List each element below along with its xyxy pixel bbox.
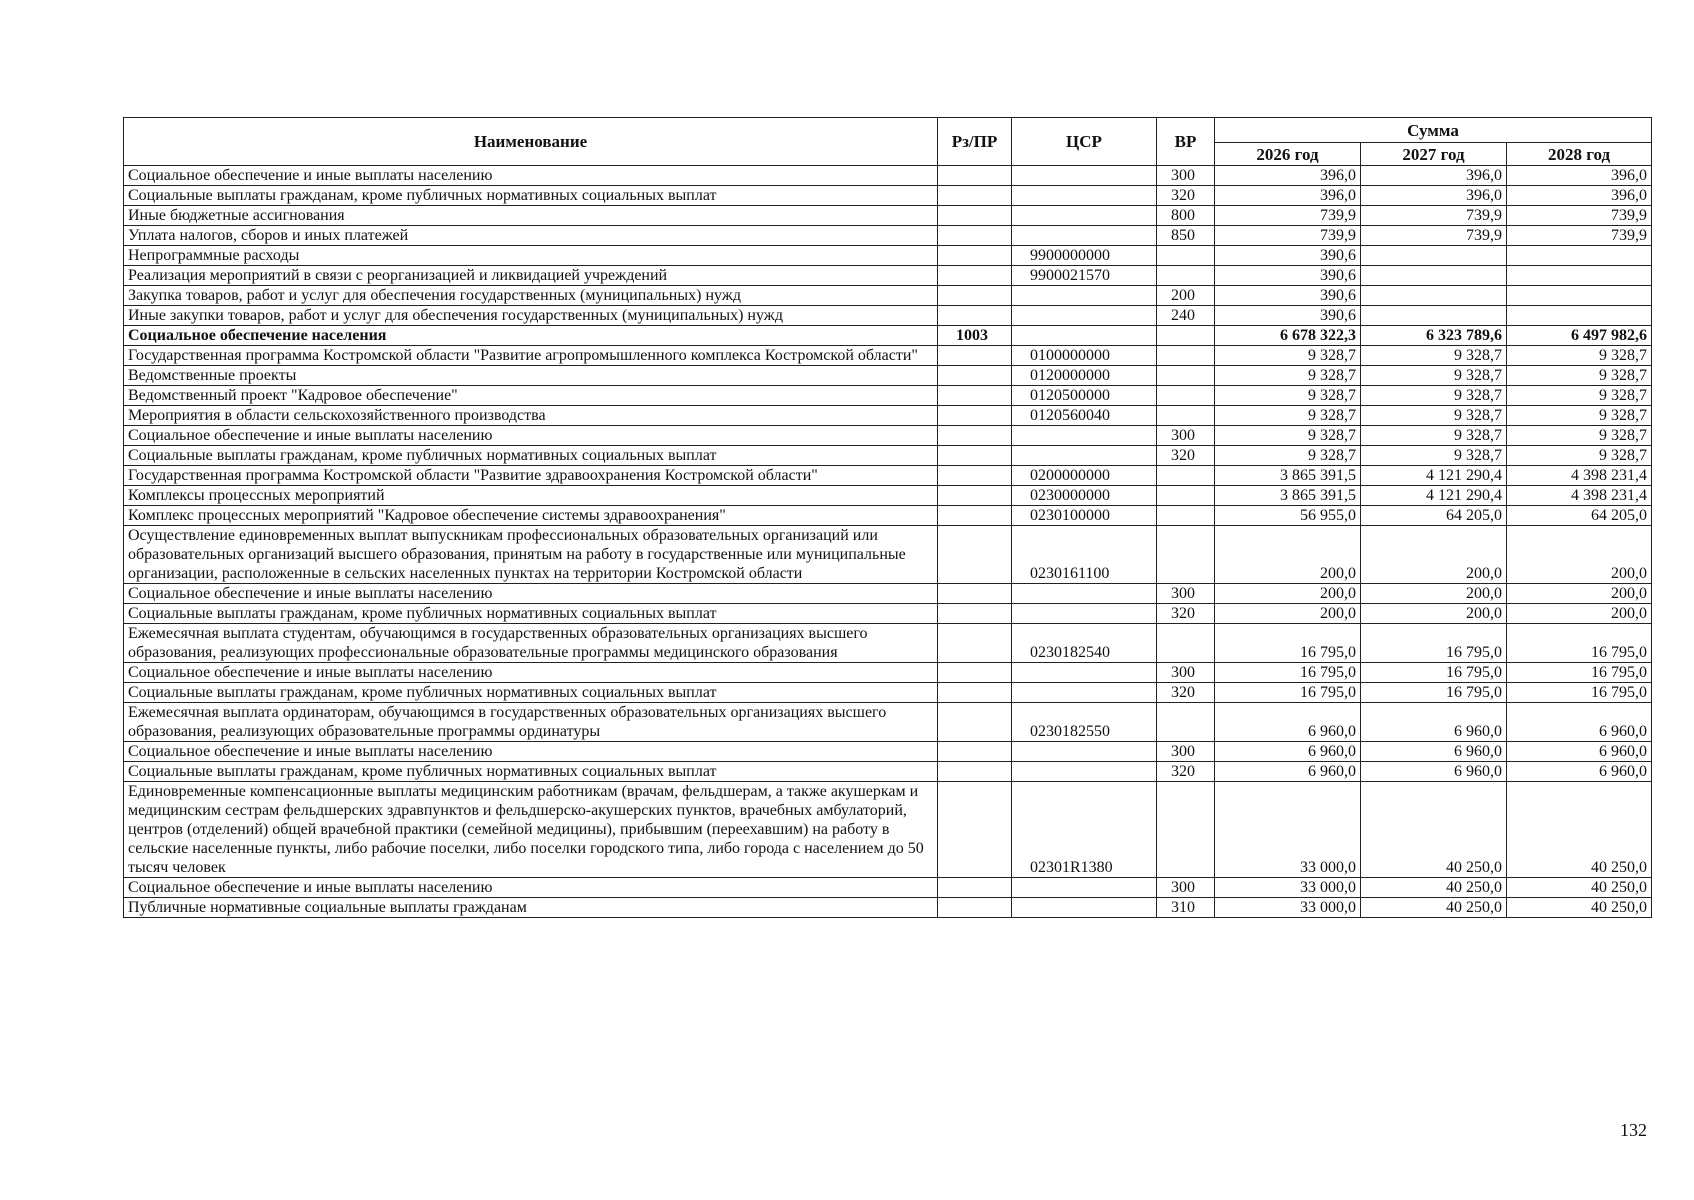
cell-name: Социальные выплаты гражданам, кроме публичных нормативных социальных выплат [124,446,938,466]
cell-2028: 4 398 231,4 [1507,486,1652,506]
cell-rzpr [938,266,1012,286]
cell-vr [1157,624,1215,663]
cell-2026: 3 865 391,5 [1215,466,1361,486]
cell-rzpr [938,742,1012,762]
cell-csr [1012,446,1157,466]
cell-csr: 9900021570 [1012,266,1157,286]
cell-csr: 02301R1380 [1012,782,1157,878]
table-row [124,406,1652,426]
cell-csr: 0120560040 [1012,406,1157,426]
cell-rzpr [938,703,1012,742]
cell-2028: 396,0 [1507,166,1652,186]
cell-2027: 4 121 290,4 [1361,486,1507,506]
cell-vr: 320 [1157,762,1215,782]
cell-rzpr [938,286,1012,306]
header-name: Наименование [124,118,938,166]
cell-csr [1012,683,1157,703]
cell-name: Закупка товаров, работ и услуг для обеспечения государственных (муниципальных) нужд [124,286,938,306]
cell-csr: 0230182550 [1012,703,1157,742]
cell-2027: 200,0 [1361,526,1507,584]
table-row [124,486,1652,506]
cell-name: Комплексы процессных мероприятий [124,486,938,506]
cell-2026: 6 960,0 [1215,703,1361,742]
header-2027: 2027 год [1361,143,1507,166]
cell-2027: 6 960,0 [1361,762,1507,782]
cell-2028: 6 960,0 [1507,742,1652,762]
cell-2028: 9 328,7 [1507,366,1652,386]
cell-2026: 9 328,7 [1215,446,1361,466]
cell-csr: 0230000000 [1012,486,1157,506]
cell-rzpr [938,584,1012,604]
table-row [124,266,1652,286]
cell-2027: 9 328,7 [1361,346,1507,366]
cell-rzpr [938,486,1012,506]
cell-2026: 16 795,0 [1215,683,1361,703]
table-row [124,366,1652,386]
cell-vr [1157,466,1215,486]
cell-csr [1012,326,1157,346]
table-row [124,624,1652,663]
cell-vr: 300 [1157,742,1215,762]
cell-rzpr [938,426,1012,446]
table-row [124,526,1652,584]
table-row [124,246,1652,266]
cell-2028: 4 398 231,4 [1507,466,1652,486]
header-row-1 [124,118,1652,143]
cell-rzpr [938,898,1012,918]
cell-2028: 396,0 [1507,186,1652,206]
cell-name: Социальные выплаты гражданам, кроме публичных нормативных социальных выплат [124,604,938,624]
cell-name: Социальное обеспечение и иные выплаты населению [124,426,938,446]
cell-2026: 3 865 391,5 [1215,486,1361,506]
cell-2027: 200,0 [1361,604,1507,624]
header-rzpr: Рз/ПР [938,118,1012,166]
cell-vr: 320 [1157,446,1215,466]
cell-2026: 9 328,7 [1215,386,1361,406]
cell-2027: 396,0 [1361,186,1507,206]
cell-rzpr [938,186,1012,206]
cell-2026: 390,6 [1215,306,1361,326]
table-row [124,762,1652,782]
cell-vr [1157,366,1215,386]
cell-name: Единовременные компенсационные выплаты медицинским работникам (врачам, фельдшерам, а также акушеркам и медицинским сестрам фельдшерских здравпунктов и фельдшерско-акушерских пунктов, врачебных амбулаторий, центров (отделений) общей врачебной практики (семейной медицины), прибывшим (переехавшим) на работу в сельские населенные пункты, либо рабочие поселки, либо поселки городского типа, либо города с населением до 50 тысяч человек [124,782,938,878]
cell-csr: 0100000000 [1012,346,1157,366]
cell-2027 [1361,266,1507,286]
cell-2027: 64 205,0 [1361,506,1507,526]
table-row [124,206,1652,226]
cell-2026: 200,0 [1215,584,1361,604]
cell-2028 [1507,286,1652,306]
cell-vr: 320 [1157,186,1215,206]
cell-vr [1157,486,1215,506]
cell-csr [1012,762,1157,782]
cell-2027 [1361,286,1507,306]
cell-2027: 6 323 789,6 [1361,326,1507,346]
header-csr: ЦСР [1012,118,1157,166]
cell-2028 [1507,306,1652,326]
cell-2026: 33 000,0 [1215,878,1361,898]
cell-rzpr [938,878,1012,898]
cell-2027: 9 328,7 [1361,386,1507,406]
table-row [124,346,1652,366]
cell-vr: 300 [1157,166,1215,186]
cell-csr [1012,878,1157,898]
cell-vr [1157,326,1215,346]
cell-vr: 300 [1157,878,1215,898]
cell-2028: 64 205,0 [1507,506,1652,526]
cell-csr [1012,286,1157,306]
cell-rzpr [938,166,1012,186]
cell-name: Социальные выплаты гражданам, кроме публичных нормативных социальных выплат [124,186,938,206]
cell-2028: 40 250,0 [1507,878,1652,898]
cell-2028: 9 328,7 [1507,426,1652,446]
cell-2026: 390,6 [1215,246,1361,266]
cell-vr: 320 [1157,683,1215,703]
cell-2026: 9 328,7 [1215,406,1361,426]
cell-vr [1157,406,1215,426]
cell-csr [1012,584,1157,604]
cell-vr: 300 [1157,584,1215,604]
cell-name: Социальное обеспечение и иные выплаты населению [124,584,938,604]
cell-rzpr: 1003 [938,326,1012,346]
cell-vr: 300 [1157,663,1215,683]
cell-vr [1157,266,1215,286]
cell-csr [1012,604,1157,624]
cell-2026: 6 678 322,3 [1215,326,1361,346]
table-row [124,326,1652,346]
cell-name: Мероприятия в области сельскохозяйственного производства [124,406,938,426]
table-row [124,663,1652,683]
cell-name: Непрограммные расходы [124,246,938,266]
cell-csr [1012,663,1157,683]
cell-2026: 6 960,0 [1215,762,1361,782]
cell-2027: 40 250,0 [1361,878,1507,898]
cell-2027: 396,0 [1361,166,1507,186]
cell-csr [1012,226,1157,246]
cell-name: Уплата налогов, сборов и иных платежей [124,226,938,246]
cell-2027: 16 795,0 [1361,624,1507,663]
table-row [124,604,1652,624]
cell-rzpr [938,306,1012,326]
cell-2028: 739,9 [1507,226,1652,246]
cell-2027: 9 328,7 [1361,366,1507,386]
cell-2028: 6 497 982,6 [1507,326,1652,346]
cell-2028: 16 795,0 [1507,683,1652,703]
header-sum: Сумма [1215,118,1652,143]
table-row [124,898,1652,918]
cell-2026: 6 960,0 [1215,742,1361,762]
cell-2028: 16 795,0 [1507,663,1652,683]
cell-csr [1012,742,1157,762]
cell-vr: 300 [1157,426,1215,446]
cell-2026: 390,6 [1215,286,1361,306]
table-row [124,703,1652,742]
cell-vr [1157,246,1215,266]
cell-csr: 0200000000 [1012,466,1157,486]
cell-csr: 0120000000 [1012,366,1157,386]
cell-vr [1157,703,1215,742]
table-row [124,426,1652,446]
cell-2026: 9 328,7 [1215,366,1361,386]
cell-vr [1157,782,1215,878]
cell-vr: 200 [1157,286,1215,306]
cell-rzpr [938,762,1012,782]
cell-name: Социальные выплаты гражданам, кроме публичных нормативных социальных выплат [124,762,938,782]
table-row [124,226,1652,246]
cell-2027: 6 960,0 [1361,742,1507,762]
cell-2026: 739,9 [1215,226,1361,246]
cell-2026: 396,0 [1215,166,1361,186]
cell-rzpr [938,366,1012,386]
cell-2027: 16 795,0 [1361,663,1507,683]
cell-csr [1012,166,1157,186]
table-row [124,742,1652,762]
cell-name: Социальные выплаты гражданам, кроме публичных нормативных социальных выплат [124,683,938,703]
cell-vr [1157,526,1215,584]
cell-2026: 9 328,7 [1215,426,1361,446]
cell-rzpr [938,663,1012,683]
cell-2026: 200,0 [1215,526,1361,584]
cell-2028: 16 795,0 [1507,624,1652,663]
cell-2028: 9 328,7 [1507,446,1652,466]
budget-table [123,117,1652,918]
table-row [124,166,1652,186]
cell-2028: 200,0 [1507,584,1652,604]
cell-2026: 33 000,0 [1215,782,1361,878]
cell-name: Публичные нормативные социальные выплаты гражданам [124,898,938,918]
table-row [124,446,1652,466]
cell-rzpr [938,604,1012,624]
cell-rzpr [938,226,1012,246]
cell-2026: 33 000,0 [1215,898,1361,918]
cell-vr: 310 [1157,898,1215,918]
table-row [124,878,1652,898]
cell-rzpr [938,624,1012,663]
cell-2027: 40 250,0 [1361,782,1507,878]
cell-name: Ведомственные проекты [124,366,938,386]
cell-2028 [1507,246,1652,266]
cell-csr: 0230161100 [1012,526,1157,584]
cell-2027: 16 795,0 [1361,683,1507,703]
cell-2027: 4 121 290,4 [1361,466,1507,486]
cell-name: Иные закупки товаров, работ и услуг для обеспечения государственных (муниципальных) нужд [124,306,938,326]
cell-2028: 40 250,0 [1507,782,1652,878]
cell-2027 [1361,306,1507,326]
cell-2028: 200,0 [1507,526,1652,584]
cell-2028: 9 328,7 [1507,346,1652,366]
cell-2028: 40 250,0 [1507,898,1652,918]
cell-2028: 9 328,7 [1507,406,1652,426]
header-2028: 2028 год [1507,143,1652,166]
cell-name: Комплекс процессных мероприятий "Кадровое обеспечение системы здравоохранения" [124,506,938,526]
cell-name: Реализация мероприятий в связи с реорганизацией и ликвидацией учреждений [124,266,938,286]
cell-name: Социальное обеспечение населения [124,326,938,346]
cell-2026: 200,0 [1215,604,1361,624]
cell-2028: 6 960,0 [1507,703,1652,742]
cell-rzpr [938,406,1012,426]
cell-rzpr [938,683,1012,703]
cell-name: Ежемесячная выплата студентам, обучающимся в государственных образовательных организациях высшего образования, реализующих профессиональные образовательные программы медицинского образования [124,624,938,663]
cell-2026: 739,9 [1215,206,1361,226]
header-vr: ВР [1157,118,1215,166]
cell-name: Ведомственный проект "Кадровое обеспечение" [124,386,938,406]
cell-vr: 240 [1157,306,1215,326]
cell-2028 [1507,266,1652,286]
cell-2026: 56 955,0 [1215,506,1361,526]
cell-rzpr [938,386,1012,406]
cell-name: Осуществление единовременных выплат выпускникам профессиональных образовательных организаций или образовательных организаций высшего образования, принятым на работу в государственные или муниципальные организации, расположенные в сельских населенных пунктах на территории Костромской области [124,526,938,584]
table-row [124,782,1652,878]
table-row [124,286,1652,306]
cell-csr: 9900000000 [1012,246,1157,266]
cell-2027: 9 328,7 [1361,426,1507,446]
cell-name: Социальное обеспечение и иные выплаты населению [124,742,938,762]
table-body [124,166,1652,918]
cell-vr: 320 [1157,604,1215,624]
table-row [124,584,1652,604]
cell-2026: 16 795,0 [1215,624,1361,663]
cell-rzpr [938,526,1012,584]
cell-csr: 0230182540 [1012,624,1157,663]
cell-rzpr [938,446,1012,466]
table-row [124,683,1652,703]
cell-2027: 200,0 [1361,584,1507,604]
cell-rzpr [938,506,1012,526]
cell-csr [1012,306,1157,326]
cell-name: Ежемесячная выплата ординаторам, обучающимся в государственных образовательных организациях высшего образования, реализующих образовательные программы ординатуры [124,703,938,742]
cell-2028: 9 328,7 [1507,386,1652,406]
table-row [124,186,1652,206]
cell-name: Социальное обеспечение и иные выплаты населению [124,878,938,898]
cell-2027: 9 328,7 [1361,406,1507,426]
cell-vr: 800 [1157,206,1215,226]
cell-2026: 16 795,0 [1215,663,1361,683]
cell-name: Социальное обеспечение и иные выплаты населению [124,166,938,186]
cell-csr [1012,186,1157,206]
cell-rzpr [938,466,1012,486]
cell-rzpr [938,782,1012,878]
cell-vr [1157,506,1215,526]
cell-2026: 396,0 [1215,186,1361,206]
cell-csr [1012,898,1157,918]
cell-rzpr [938,206,1012,226]
cell-name: Государственная программа Костромской области "Развитие здравоохранения Костромской области" [124,466,938,486]
cell-2027: 9 328,7 [1361,446,1507,466]
page-number: 132 [1620,1120,1647,1140]
cell-name: Социальное обеспечение и иные выплаты населению [124,663,938,683]
cell-2026: 9 328,7 [1215,346,1361,366]
cell-csr [1012,206,1157,226]
header-2026: 2026 год [1215,143,1361,166]
cell-rzpr [938,346,1012,366]
cell-name: Государственная программа Костромской области "Развитие агропромышленного комплекса Костромской области" [124,346,938,366]
cell-name: Иные бюджетные ассигнования [124,206,938,226]
cell-rzpr [938,246,1012,266]
table-row [124,506,1652,526]
cell-2027: 739,9 [1361,226,1507,246]
cell-vr [1157,386,1215,406]
cell-2027: 6 960,0 [1361,703,1507,742]
cell-csr: 0120500000 [1012,386,1157,406]
cell-csr: 0230100000 [1012,506,1157,526]
cell-2028: 739,9 [1507,206,1652,226]
cell-2028: 200,0 [1507,604,1652,624]
cell-2027 [1361,246,1507,266]
cell-2027: 40 250,0 [1361,898,1507,918]
table-row [124,386,1652,406]
cell-vr [1157,346,1215,366]
table-row [124,306,1652,326]
cell-2026: 390,6 [1215,266,1361,286]
cell-2027: 739,9 [1361,206,1507,226]
cell-2028: 6 960,0 [1507,762,1652,782]
table-row [124,466,1652,486]
cell-vr: 850 [1157,226,1215,246]
cell-csr [1012,426,1157,446]
